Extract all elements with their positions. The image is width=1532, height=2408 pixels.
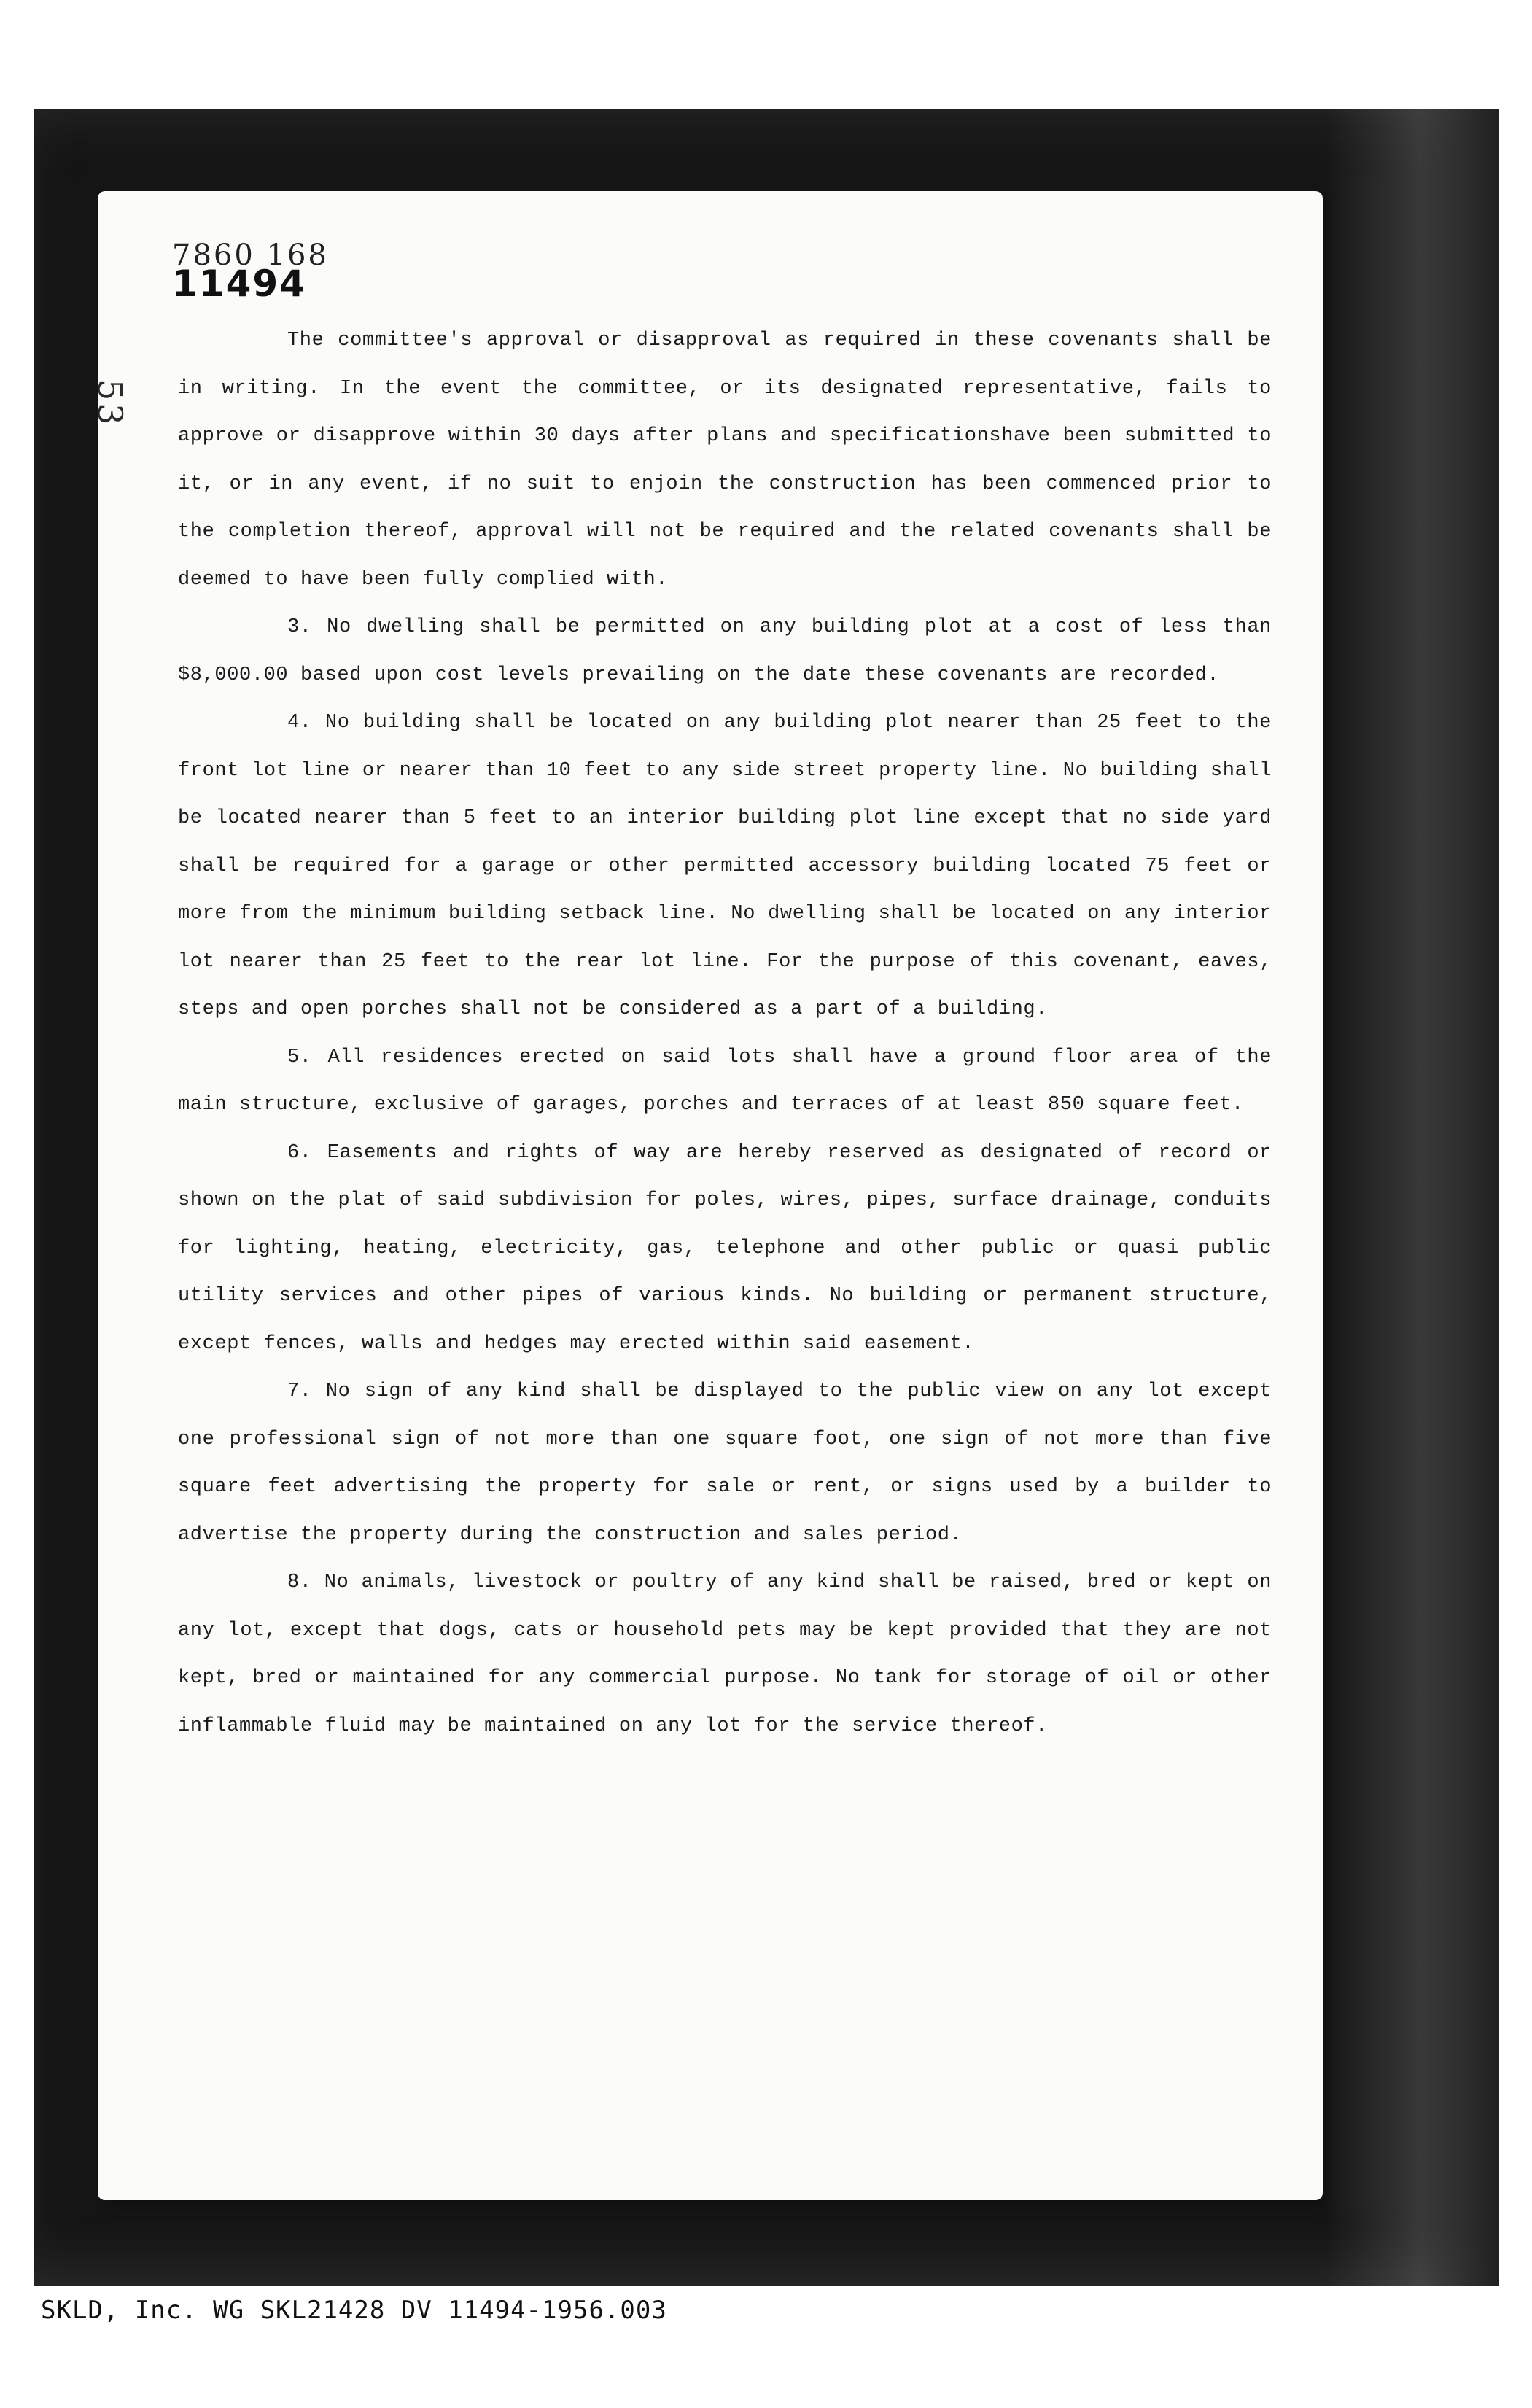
paragraph-6: 6. Easements and rights of way are hereby reserved as designated of record or shown on the plat of said subdivision for poles, wires, pipes, surface drainage, conduits for lighting, heating, electricity, gas, telephone and other public or quasi public utility services and other pipes of various kinds. No building or permanent structure, except fences, walls and hedges may erected within said easement. (178, 1141, 1272, 1355)
margin-annotation: 53 (90, 379, 130, 428)
book-page-number: 7860 168 (172, 238, 329, 272)
paragraph-approval: The committee's approval or disapproval as required in these covenants shall be in writing. In the event the committee, or its designated representative, fails to approve or disapprove within 30 days after plans and specificationshave been submitted to it, or in any event, if no suit to enjoin the construction has been commenced prior to the completion thereof, approval will not be required and the related covenants shall be deemed to have been fully complied with. (178, 330, 1272, 591)
footer-caption: SKLD, Inc. WG SKL21428 DV 11494-1956.003 (41, 2296, 667, 2325)
paragraph-5: 5. All residences erected on said lots shall have a ground floor area of the main structure, exclusive of garages, porches and terraces of at least 850 square feet. (178, 1046, 1272, 1116)
document-number: 11494 (172, 263, 306, 305)
paragraph-7: 7. No sign of any kind shall be displayed to the public view on any lot except one professional sign of not more than one square foot, one sign of not more than five square feet advertising the property for sale or rent, or signs used by a builder to advertise the property during the construction and sales period. (178, 1380, 1272, 1546)
paragraph-3: 3. No dwelling shall be permitted on any building plot at a cost of less than $8,000.00 based upon cost levels prevailing on the date these covenants are recorded. (178, 616, 1272, 686)
paragraph-8: 8. No animals, livestock or poultry of any kind shall be raised, bred or kept on any lot, except that dogs, cats or household pets may be kept provided that they are not kept, bred or maintained for any commercial purpose. No tank for storage of oil or other inflammable fluid may be maintained on any lot for the service thereof. (178, 1572, 1272, 1737)
document-number-block (172, 238, 329, 305)
paragraph-4: 4. No building shall be located on any building plot nearer than 25 feet to the front lot line or nearer than 10 feet to any side street property line. No building shall be located nearer than 5 feet to an interior building plot line except that no side yard shall be required for a garage or other permitted accessory building located 75 feet or more from the minimum building setback line. No dwelling shall be located on any interior lot nearer than 25 feet to the rear lot line. For the purpose of this covenant, eaves, steps and open porches shall not be considered as a part of a building. (178, 712, 1272, 1020)
document-body (178, 317, 1272, 1750)
